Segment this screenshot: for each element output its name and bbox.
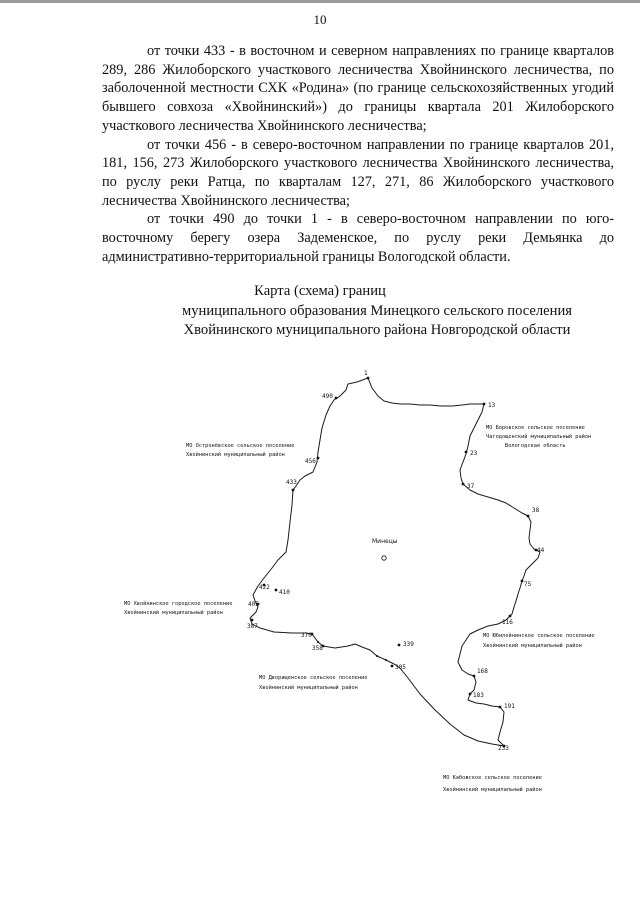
point-456: [317, 457, 320, 460]
point-label-13: 13: [488, 402, 496, 409]
point-305: [391, 665, 394, 668]
point-label-305: 305: [395, 664, 406, 671]
point-490: [335, 397, 338, 400]
map-title-line-2: муниципального образования Минецкого сельского поселения: [182, 302, 572, 319]
point-37: [462, 483, 465, 486]
point-23: [465, 451, 468, 454]
point-label-490: 490: [322, 393, 333, 400]
neighbor-bottom-line2: Хвойнинский муниципальный район: [443, 787, 542, 793]
neighbor-s-line2: Хвойнинский муниципальный район: [259, 685, 358, 691]
neighbor-nw-line2: Хвойнинский муниципальный район: [186, 452, 285, 458]
point-label-191: 191: [504, 703, 515, 710]
point-label-116: 116: [502, 619, 513, 626]
boundary-description: [102, 42, 614, 266]
point-label-410: 410: [279, 589, 290, 596]
point-168: [473, 675, 476, 678]
point-label-456: 456: [305, 458, 316, 465]
paragraph-point-433: от точки 433 - в восточном и северном направлениях по границе кварталов 289, 286 Жилоборского участкового лесничества Хвойнинского лесничества, по заболоченной местности СХК «Родина» (по границе сельскохозяйственных угодий бывшего совхоза «Хвойнинский») до границы квартала 201 Жилоборского участкового лесничества Хвойнинского лесничества;: [102, 43, 614, 134]
point-label-233: 233: [498, 745, 509, 752]
point-75: [521, 580, 524, 583]
boundary-line-north: [368, 378, 484, 406]
point-191: [499, 706, 502, 709]
point-label-422: 422: [259, 584, 270, 591]
neighbor-se-line1: МО Юбилейнинское сельское поселение: [483, 633, 595, 639]
settlement-label: Минецы: [372, 538, 398, 545]
settlement-marker: [382, 556, 386, 560]
map-title-line-3: Хвойнинского муниципального района Новгородской области: [183, 322, 571, 338]
map-title: [0, 282, 640, 341]
neighbor-ne-line3: Вологодская область: [505, 443, 566, 449]
paragraph-point-490: от точки 490 до точки 1 - в северо-восточном направлении по юго-восточному берегу озера Задеменское, по руслу реки Демьянка до административно-территориальной границы Вологодской области.: [102, 211, 614, 265]
neighbor-s-line1: МО Дворищенское сельское поселение: [259, 675, 368, 681]
point-label-37: 37: [467, 483, 475, 490]
point-label-339: 339: [403, 641, 414, 648]
boundary-map: [0, 350, 640, 820]
neighbor-ne-line1: МО Боровское сельское поселение: [486, 425, 585, 431]
point-label-23: 23: [470, 450, 478, 457]
point-label-387: 387: [247, 623, 258, 630]
point-410: [275, 589, 278, 592]
neighbor-w-line2: Хвойнинский муниципальный район: [124, 610, 223, 616]
point-label-183: 183: [473, 692, 484, 699]
top-rule: [0, 0, 640, 3]
point-183: [469, 693, 472, 696]
map-title-line-1: Карта (схема) границ: [254, 283, 386, 299]
neighbor-bottom-line1: МО Кабожское сельское поселение: [443, 775, 542, 781]
page-number: 10: [313, 12, 327, 27]
boundary-vertex: [376, 655, 378, 657]
point-339: [398, 644, 401, 647]
point-label-38: 38: [532, 507, 540, 514]
point-38: [527, 515, 530, 518]
point-label-168: 168: [477, 668, 488, 675]
point-433: [292, 489, 295, 492]
neighbor-nw-line1: МО Остронёвское сельское поселение: [186, 443, 295, 449]
neighbor-ne-line2: Чагодощенский муниципальный район: [486, 434, 592, 440]
boundary-vertex: [385, 659, 387, 661]
point-label-358: 358: [312, 645, 323, 652]
neighbor-se-line2: Хвойнинский муниципальный район: [483, 643, 582, 649]
point-label-1: 1: [364, 370, 368, 377]
point-13: [483, 403, 486, 406]
point-116: [509, 615, 512, 618]
point-387: [251, 619, 254, 622]
point-label-44: 44: [537, 547, 545, 554]
point-1: [367, 377, 370, 380]
point-label-75: 75: [524, 581, 532, 588]
boundary-vertex: [317, 641, 319, 643]
point-label-370: 370: [301, 632, 312, 639]
point-label-433: 433: [286, 479, 297, 486]
neighbor-w-line1: МО Хвойнинское городское поселение: [124, 601, 233, 607]
point-label-405: 405: [248, 601, 259, 608]
paragraph-point-456: от точки 456 - в северо-восточном направлении по границе кварталов 201, 181, 156, 273 Жилоборского участкового лесничества Хвойнинского лесничества, по руслу реки Ратца, по кварталам 127, 271, 86 Жилоборского участкового лесничества Хвойнинского лесничества;: [102, 136, 614, 209]
